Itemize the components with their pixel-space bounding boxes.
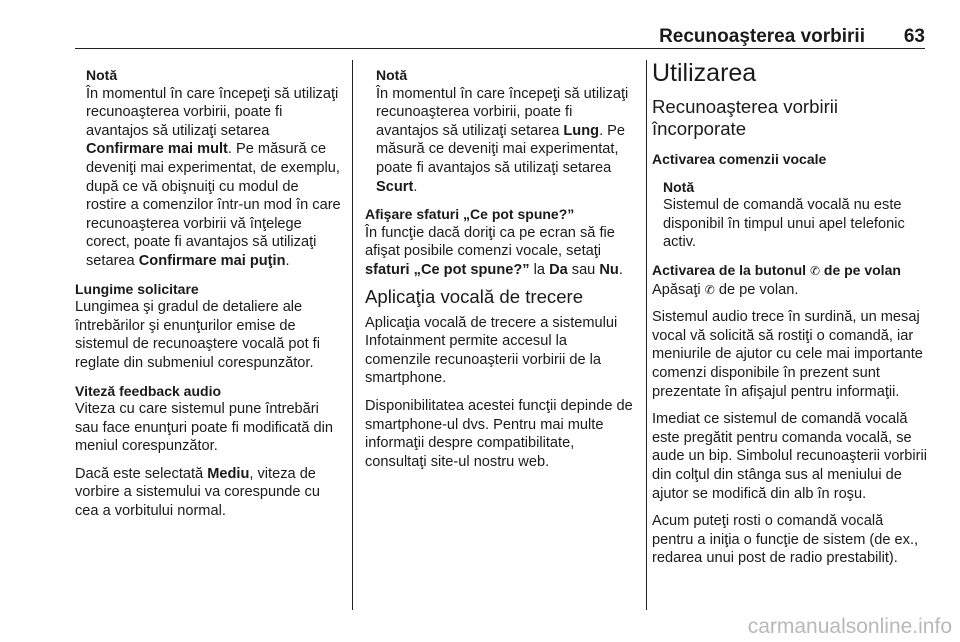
incorporate-heading: Recunoaşterea vorbirii încorporate: [652, 96, 839, 139]
lungime-text: Lungimea şi gradul de detaliere ale întrebărilor şi enunţurilor emise de sistemul de recunoaştere vocală pot fi reglate din submeniul corespunzător.: [75, 299, 320, 371]
note-block-1: [75, 66, 343, 271]
column-1: [75, 66, 343, 521]
note-heading: Notă: [376, 67, 408, 83]
viteza-heading: Viteză feedback audio: [75, 382, 222, 399]
note-text: În momentul în care începeţi să utilizaţi recunoaşterea vorbirii, poate fi avantajos să utilizaţi setarea Lung. Pe măsură ce deveniţi mai experimentat, poate fi avantajos să utilizaţi setarea Scurt.: [376, 85, 629, 195]
note-block-3: [652, 178, 928, 252]
buton-heading: Activarea de la butonul ✆ de pe volan: [652, 261, 901, 278]
note-block-2: [365, 66, 635, 196]
paragraph-1: Sistemul audio trece în surdină, un mesaj vocal vă solicită să rostiţi o comandă, iar meniurile de ajutor cu cele mai importante comenzi disponibile în prezent sunt prezentate în afişajul pentru informaţii.: [652, 309, 923, 400]
page-header: [75, 26, 925, 49]
page-number: 63: [903, 26, 925, 47]
column-2: [365, 66, 635, 471]
aplicatia-heading: Aplicaţia vocală de trecere: [365, 285, 584, 307]
sfaturi-heading: Afişare sfaturi „Ce pot spune?”: [365, 206, 575, 223]
aplicatia-text-1: Aplicaţia vocală de trecere a sistemului Infotainment permite accesul la comenzile recunoaşterii vorbirii de la smartphone.: [365, 314, 618, 387]
page-title: Recunoaşterea vorbirii: [659, 26, 865, 47]
lungime-heading: Lungime solicitare: [75, 280, 199, 297]
column-3: [652, 59, 928, 568]
note-heading: Notă: [86, 67, 118, 83]
mediu-text: Dacă este selectată Mediu, viteza de vorbire a sistemului va corespunde cu cea a vorbitului normal.: [75, 465, 320, 520]
column-divider-left: [352, 60, 353, 610]
aplicatia-text-2: Disponibilitatea acestei funcţii depinde de smartphone-ul dvs. Pentru mai multe informaţii despre compatibilitate, consultaţi site-ul nostru web.: [365, 397, 633, 470]
note-text: În momentul în care începeţi să utilizaţi recunoaşterea vorbirii, poate fi avantajos să utilizaţi setarea Confirmare mai mult. Pe măsură ce deveniţi mai experimentat, de exemplu, după ce vă obişnuiţi cu modul de rostire a comenzilor într-un mod în care recunoaşterea vorbirii vă înţelege corect, poate fi avantajos să utilizaţi setarea Confirmare mai puţin.: [86, 85, 341, 269]
sfaturi-text: În funcţie dacă doriţi ca pe ecran să fie afişat posibile comenzi vocale, setaţi sfaturi „Ce pot spune?” la Da sau Nu.: [365, 224, 623, 278]
apasati-text: Apăsaţi ✆ de pe volan.: [652, 281, 799, 298]
column-divider-right: [646, 60, 647, 610]
note-heading: Notă: [663, 178, 695, 195]
steering-wheel-voice-icon: ✆: [809, 263, 820, 278]
steering-wheel-voice-icon: ✆: [704, 282, 715, 297]
utilizarea-heading: Utilizarea: [652, 59, 757, 87]
watermark: carmanualsonline.info: [747, 615, 952, 638]
paragraph-3: Acum puteţi rosti o comandă vocală pentru a iniţia o funcţie de sistem (de ex., redarea unui post de radio prestabilit).: [652, 513, 919, 567]
activarea-heading: Activarea comenzii vocale: [652, 151, 827, 167]
viteza-text: Viteza cu care sistemul pune întrebări sau face enunţuri poate fi modificată din meniul corespunzător.: [75, 401, 333, 455]
note-text: Sistemul de comandă vocală nu este disponibil în timpul unui apel telefonic activ.: [663, 197, 905, 251]
paragraph-2: Imediat ce sistemul de comandă vocală este pregătit pentru comanda vocală, se aude un bip. Simbolul recunoaşterii vorbirii din colţul din stânga sus al meniului de ajutor se modifică din alb în roşu.: [652, 411, 927, 502]
